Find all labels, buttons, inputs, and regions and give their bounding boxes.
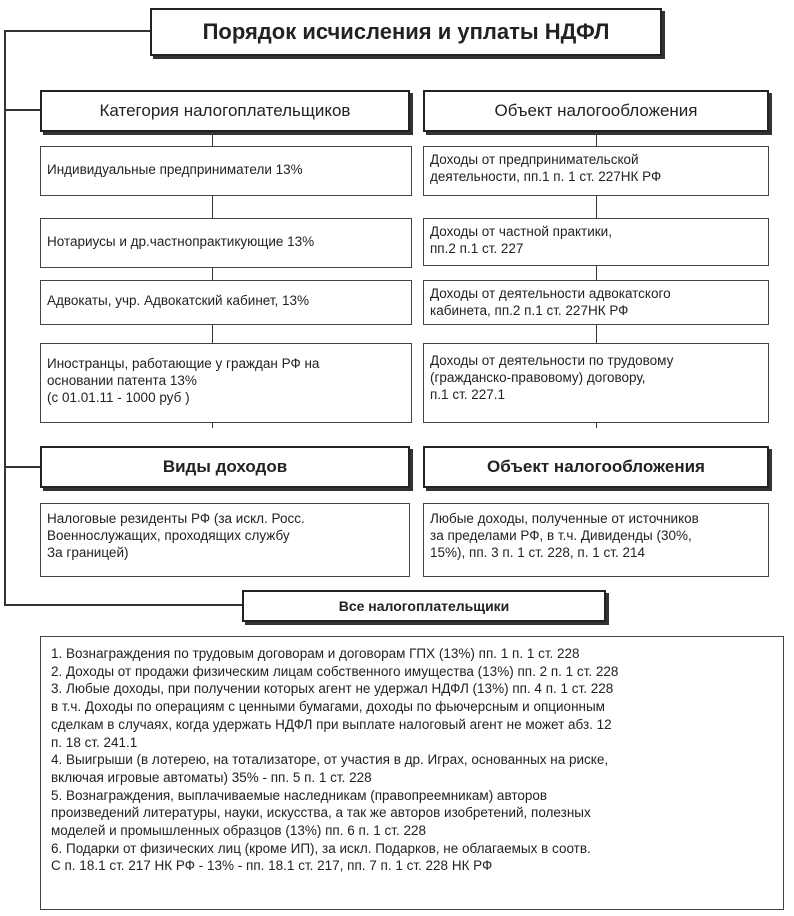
list-item: 1. Вознаграждения по трудовым договорам и договорам ГПХ (13%) пп. 1 п. 1 ст. 228 xyxy=(51,646,580,661)
list-item: 4. Выигрыши (в лотерею, на тотализаторе, от участия в др. Играх, основанных на риске, xyxy=(51,752,609,768)
category-item: Индивидуальные предприниматели 13% xyxy=(40,146,412,196)
list-item: С п. 18.1 ст. 217 НК РФ - 13% - пп. 18.1 ст. 217, пп. 7 п. 1 ст. 228 НК РФ xyxy=(51,858,493,874)
taxation-object-header-2 xyxy=(423,446,769,488)
page-title: Порядок исчисления и уплаты НДФЛ xyxy=(202,19,610,44)
list-item: произведений литературы, науки, искусства, а так же авторов изобретений, полезных xyxy=(51,805,591,821)
section2-connector-line xyxy=(4,466,40,468)
title-connector-line xyxy=(4,30,150,32)
category-item: Иностранцы, работающие у граждан РФ на основании патента 13% (с 01.01.11 - 1000 руб ) xyxy=(40,343,412,423)
list-item: сделкам в случаях, когда удержать НДФЛ при выплате налоговый агент не может абз. 12 xyxy=(51,716,612,732)
income-type-item: Налоговые резиденты РФ (за искл. Росс. Военнослужащих, проходящих службу За границей) xyxy=(40,503,410,577)
section3-connector-line xyxy=(4,604,242,606)
object-item: Доходы от деятельности по трудовому (гражданско-правовому) договору, п.1 ст. 227.1 xyxy=(423,343,769,423)
main-spine-line xyxy=(4,30,6,606)
income-types-header xyxy=(40,446,410,488)
list-item: 3. Любые доходы, при получении которых агент не удержал НДФЛ (13%) пп. 4 п. 1 ст. 228 xyxy=(51,681,614,697)
list-item: 6. Подарки от физических лиц (кроме ИП), за искл. Подарков, не облагаемых в соотв. xyxy=(51,840,591,856)
category-item: Адвокаты, учр. Адвокатский кабинет, 13% xyxy=(40,280,412,325)
title-box xyxy=(150,8,662,56)
income-object-item: Любые доходы, полученные от источников за пределами РФ, в т.ч. Дивиденды (30%, 15%), пп. 3 п. 1 ст. 228, п. 1 ст. 214 xyxy=(423,503,769,577)
all-taxpayers-list xyxy=(40,636,784,910)
list-item: в т.ч. Доходы по операциям с ценными бумагами, доходы по фьючерсным и опционным xyxy=(51,699,605,715)
taxation-object-header xyxy=(423,90,769,132)
list-item: 2. Доходы от продажи физическим лицам собственного имущества (13%) пп. 2 п. 1 ст. 228 xyxy=(51,663,619,679)
section1-connector-line xyxy=(4,109,40,111)
list-item: включая игровые автоматы) 35% - пп. 5 п. 1 ст. 228 xyxy=(51,769,372,785)
object-item: Доходы от деятельности адвокатского кабинета, пп.2 п.1 ст. 227НК РФ xyxy=(423,280,769,325)
list-item: моделей и промышленных образцов (13%) пп. 6 п. 1 ст. 228 xyxy=(51,823,427,839)
taxpayer-category-header xyxy=(40,90,410,132)
all-taxpayers-label: Все налогоплательщики xyxy=(338,598,510,614)
object-item: Доходы от частной практики, пп.2 п.1 ст. 227 xyxy=(423,218,769,266)
list-item: 5. Вознаграждения, выплачиваемые наследникам (правопреемникам) авторов xyxy=(51,787,548,803)
taxpayer-category-label: Категория налогоплательщиков xyxy=(99,101,351,120)
taxation-object-label: Объект налогообложения xyxy=(494,101,698,120)
list-item: п. 18 ст. 241.1 xyxy=(51,734,138,750)
all-taxpayers-header xyxy=(242,590,606,622)
income-types-label: Виды доходов xyxy=(162,457,288,476)
category-item: Нотариусы и др.частнопрактикующие 13% xyxy=(40,218,412,268)
object-item: Доходы от предпринимательской деятельности, пп.1 п. 1 ст. 227НК РФ xyxy=(423,146,769,196)
taxation-object-label-2: Объект налогообложения xyxy=(487,457,705,476)
